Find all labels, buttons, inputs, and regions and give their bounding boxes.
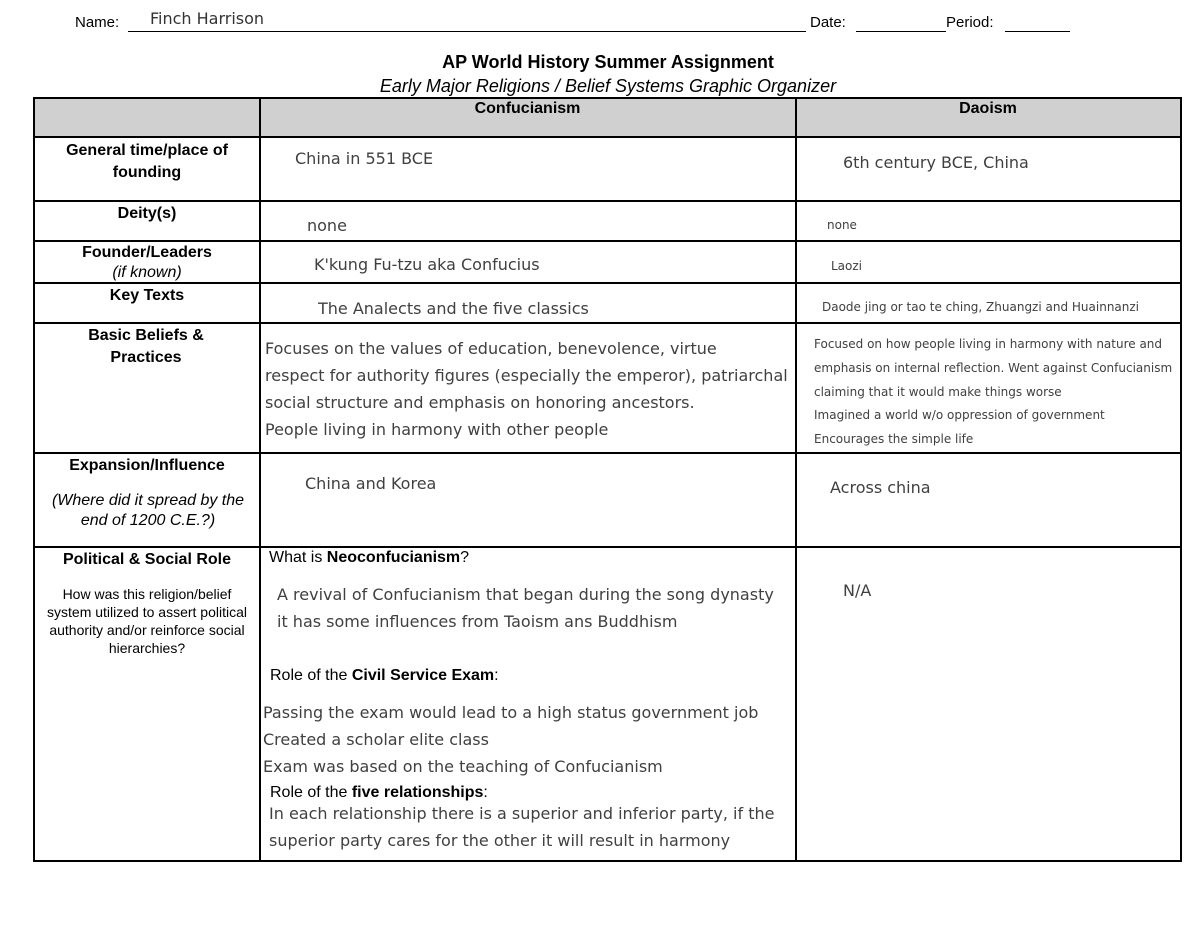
page-subtitle: Early Major Religions / Belief Systems Graphic Organizer (379, 76, 837, 96)
row-label-founder: Founder/Leaders (82, 244, 212, 261)
daoism-beliefs-line[interactable]: claiming that it would make things worse (814, 385, 1062, 399)
name-label: Name: (75, 14, 120, 31)
grid-line (33, 860, 1182, 862)
row-label-founding: General time/place of founding (66, 142, 228, 181)
confucianism-expansion[interactable]: China and Korea (305, 474, 437, 493)
grid-line (33, 546, 1182, 548)
civil-service-exam-answer-line[interactable]: Created a scholar elite class (263, 730, 489, 749)
grid-line (33, 200, 1182, 202)
grid-line (33, 97, 1182, 99)
daoism-founding[interactable]: 6th century BCE, China (843, 153, 1029, 172)
grid-line (33, 136, 1182, 138)
civil-service-exam-prompt: Role of the Civil Service Exam: (270, 667, 499, 684)
date-label: Date: (810, 14, 846, 31)
period-underline[interactable] (1005, 31, 1070, 32)
daoism-beliefs-line[interactable]: Encourages the simple life (814, 432, 974, 446)
daoism-founder[interactable]: Laozi (831, 259, 863, 273)
row-sublabel-founder: (if known) (112, 264, 182, 281)
row-label-beliefs: Basic Beliefs & Practices (88, 327, 204, 366)
row-label-deity: Deity(s) (117, 205, 177, 222)
grid-line (795, 97, 797, 862)
daoism-deity[interactable]: none (827, 218, 857, 232)
confucianism-founder[interactable]: K'kung Fu-tzu aka Confucius (314, 255, 540, 274)
confucianism-beliefs-line[interactable]: respect for authority figures (especially the emperor), patriarchal (265, 366, 788, 385)
name-underline (128, 31, 806, 32)
row-label-key-texts: Key Texts (109, 287, 185, 304)
row-label-political: Political & Social Role (62, 551, 232, 568)
grid-line (33, 322, 1182, 324)
period-label: Period: (946, 14, 994, 31)
civil-service-exam-answer-line[interactable]: Passing the exam would lead to a high status government job (263, 703, 759, 722)
civil-service-exam-answer-line[interactable]: Exam was based on the teaching of Confucianism (263, 757, 663, 776)
five-relationships-answer-line[interactable]: superior party cares for the other it will result in harmony (269, 831, 731, 850)
column-header-daoism: Daoism (959, 100, 1017, 117)
row-sublabel-political: How was this religion/belief system utilized to assert political authority and/or reinforce social hierarchies? (47, 586, 247, 656)
confucianism-beliefs-line[interactable]: Focuses on the values of education, benevolence, virtue (265, 339, 717, 358)
neoconfucianism-answer-line[interactable]: it has some influences from Taoism ans Buddhism (277, 612, 678, 631)
daoism-beliefs-line[interactable]: emphasis on internal reflection. Went against Confucianism (814, 361, 1173, 375)
neoconfucianism-prompt: What is Neoconfucianism? (269, 549, 470, 566)
confucianism-founding[interactable]: China in 551 BCE (295, 149, 434, 168)
confucianism-key-texts[interactable]: The Analects and the five classics (318, 299, 589, 318)
daoism-political[interactable]: N/A (843, 581, 872, 600)
confucianism-deity[interactable]: none (307, 216, 347, 235)
date-underline[interactable] (856, 31, 946, 32)
five-relationships-answer-line[interactable]: In each relationship there is a superior and inferior party, if the (269, 804, 775, 823)
five-relationships-prompt: Role of the five relationships: (270, 784, 488, 801)
daoism-expansion[interactable]: Across china (830, 478, 931, 497)
row-sublabel-expansion: (Where did it spread by the end of 1200 C.E.?) (51, 492, 245, 529)
page-title: AP World History Summer Assignment (442, 52, 774, 72)
column-header-confucianism: Confucianism (474, 100, 581, 117)
daoism-beliefs-line[interactable]: Focused on how people living in harmony with nature and (814, 337, 1163, 351)
row-label-expansion: Expansion/Influence (69, 457, 225, 474)
grid-line (1180, 97, 1182, 862)
name-value[interactable]: Finch Harrison (150, 9, 265, 28)
daoism-key-texts[interactable]: Daode jing or tao te ching, Zhuangzi and Huainnanzi (822, 300, 1140, 314)
grid-line (33, 452, 1182, 454)
daoism-beliefs-line[interactable]: Imagined a world w/o oppression of government (814, 408, 1105, 422)
confucianism-beliefs-line[interactable]: social structure and emphasis on honoring ancestors. (265, 393, 695, 412)
confucianism-beliefs-line[interactable]: People living in harmony with other people (265, 420, 609, 439)
neoconfucianism-answer-line[interactable]: A revival of Confucianism that began during the song dynasty (277, 585, 774, 604)
